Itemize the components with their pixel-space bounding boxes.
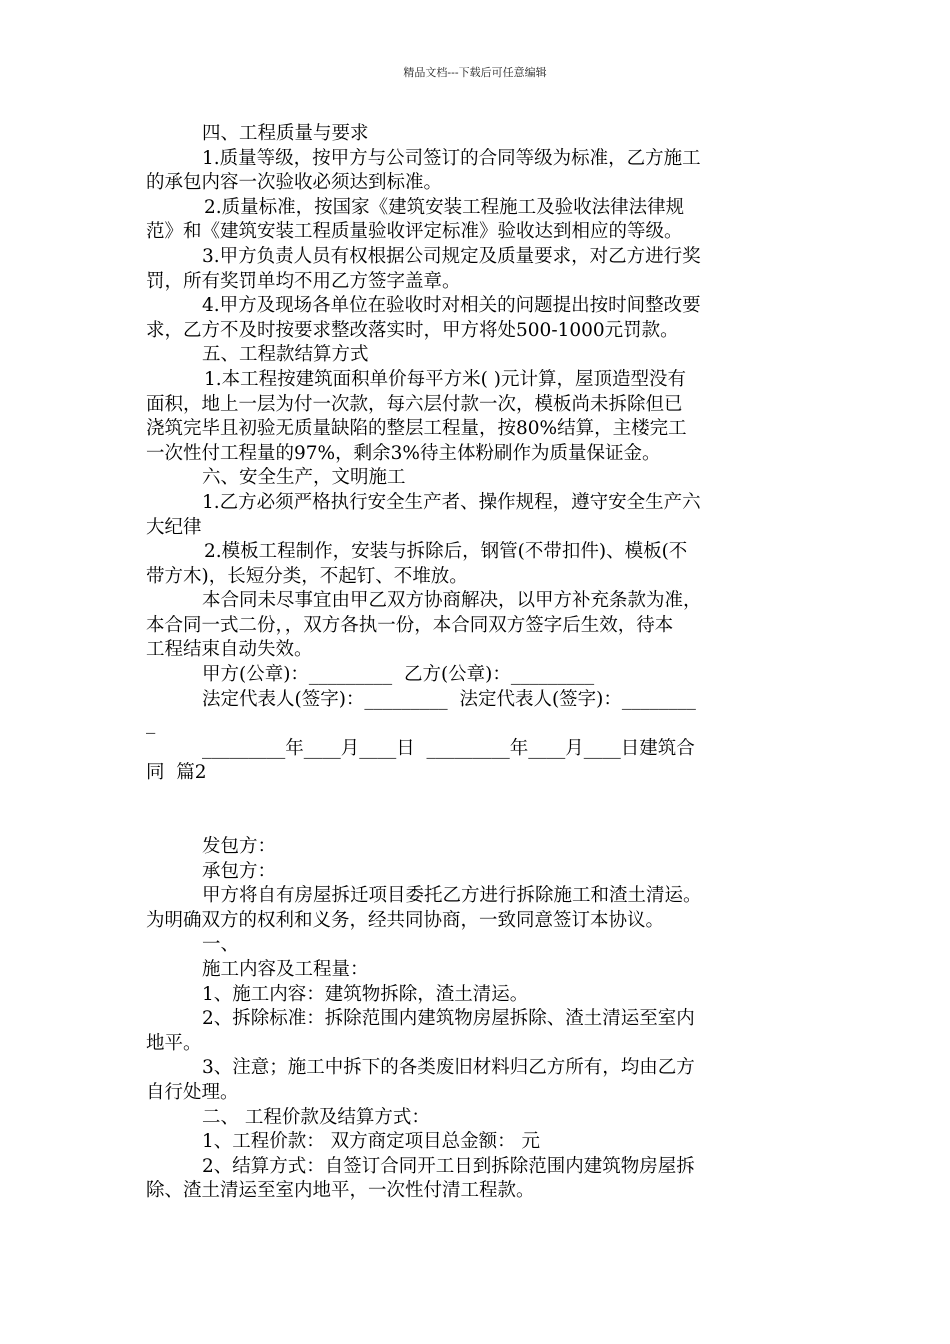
section-heading: 施工内容及工程量： [202,959,369,980]
section-gap [146,786,810,835]
section-heading: 一、 [202,934,240,956]
signature-line: 法定代表人(签字)：_________ 法定代表人(签字)：________ [202,688,696,710]
paragraph-line: 1、施工内容：建筑物拆除，渣土清运。 [202,983,529,1005]
party-line: 承包方： [202,860,277,882]
section-heading: 五、工程款结算方式 [202,344,369,366]
paragraph-line: 大纪律 [146,516,202,538]
paragraph-line: 同 篇2 [146,762,207,784]
paragraph-line: 除、渣土清运至室内地平，一次性付清工程款。 [146,1180,535,1202]
section-heading: 四、工程质量与要求 [202,123,369,144]
document-body [146,122,810,1204]
paragraph-line: 的承包内容一次验收必须达到标准。 [146,172,443,194]
paragraph-line: 甲方将自有房屋拆迁项目委托乙方进行拆除施工和渣土清运。 [202,885,702,907]
paragraph-line: 2.质量标准，按国家《建筑安装工程施工及验收法律法律规 [204,196,685,218]
paragraph-line: 工程结束自动失效。 [146,639,313,661]
paragraph-line: 3.甲方负责人员有权根据公司规定及质量要求，对乙方进行奖 [202,245,701,267]
paragraph-line: 本合同一式二份，，双方各执一份，本合同双方签字后生效，待本 [146,614,674,636]
paragraph-line: 1.乙方必须严格执行安全生产者、操作规程，遵守安全生产六 [202,491,701,513]
paragraph-line: 本合同未尽事宜由甲乙双方协商解决，以甲方补充条款为准， [202,590,702,612]
paragraph-line: 为明确双方的权利和义务，经共同协商，一致同意签订本协议。 [146,909,665,931]
paragraph-line: 1、工程价款： 双方商定项目总金额： 元 [202,1131,541,1153]
paragraph-line: 3、注意；施工中拆下的各类废旧材料归乙方所有，均由乙方 [202,1057,695,1079]
paragraph-line: 浇筑完毕且初验无质量缺陷的整层工程量，按80%结算，主楼完工 [146,418,687,440]
section-heading: 六、安全生产，文明施工 [202,467,406,489]
paragraph-line: 面积，地上一层为付一次款，每六层付款一次，模板尚未拆除但已 [146,393,683,415]
paragraph-line: 一次性付工程量的97%，剩余3%待主体粉刷作为质量保证金。 [146,442,661,464]
party-line: 发包方： [202,836,277,858]
page-header: 精品文档---下载后可任意编辑 [403,66,547,79]
paragraph-line: 范》和《建筑安装工程质量验收评定标准》验收达到相应的等级。 [146,221,683,243]
paragraph-line: 2.模板工程制作，安装与拆除后，钢管(不带扣件)、模板(不 [204,541,688,563]
signature-line: _ [146,713,156,735]
paragraph-line: 2、结算方式：自签订合同开工日到拆除范围内建筑物房屋拆 [202,1155,695,1177]
paragraph-line: 求，乙方不及时按要求整改落实时，甲方将处500-1000元罚款。 [146,319,679,341]
paragraph-line: 带方木)，长短分类，不起钉、不堆放。 [146,565,468,587]
paragraph-line: 4.甲方及现场各单位在验收时对相关的问题提出按时间整改要 [202,295,701,317]
signature-line: 甲方(公章)：_________ 乙方(公章)：_________ [202,664,595,686]
paragraph-line: 1.本工程按建筑面积单价每平方米( )元计算，屋顶造型没有 [204,368,686,390]
paragraph-line: 罚，所有奖罚单均不用乙方签字盖章。 [146,270,461,292]
date-line: _________年____月____日 _________年____月____日建筑合 [202,737,695,759]
paragraph-line: 地平。 [146,1032,202,1054]
paragraph-line: 2、拆除标准：拆除范围内建筑物房屋拆除、渣土清运至室内 [202,1008,695,1030]
paragraph-line: 自行处理。 [146,1081,239,1103]
section-heading: 二、 工程价款及结算方式： [202,1106,430,1128]
paragraph-line: 1.质量等级，按甲方与公司签订的合同等级为标准，乙方施工 [202,147,701,169]
